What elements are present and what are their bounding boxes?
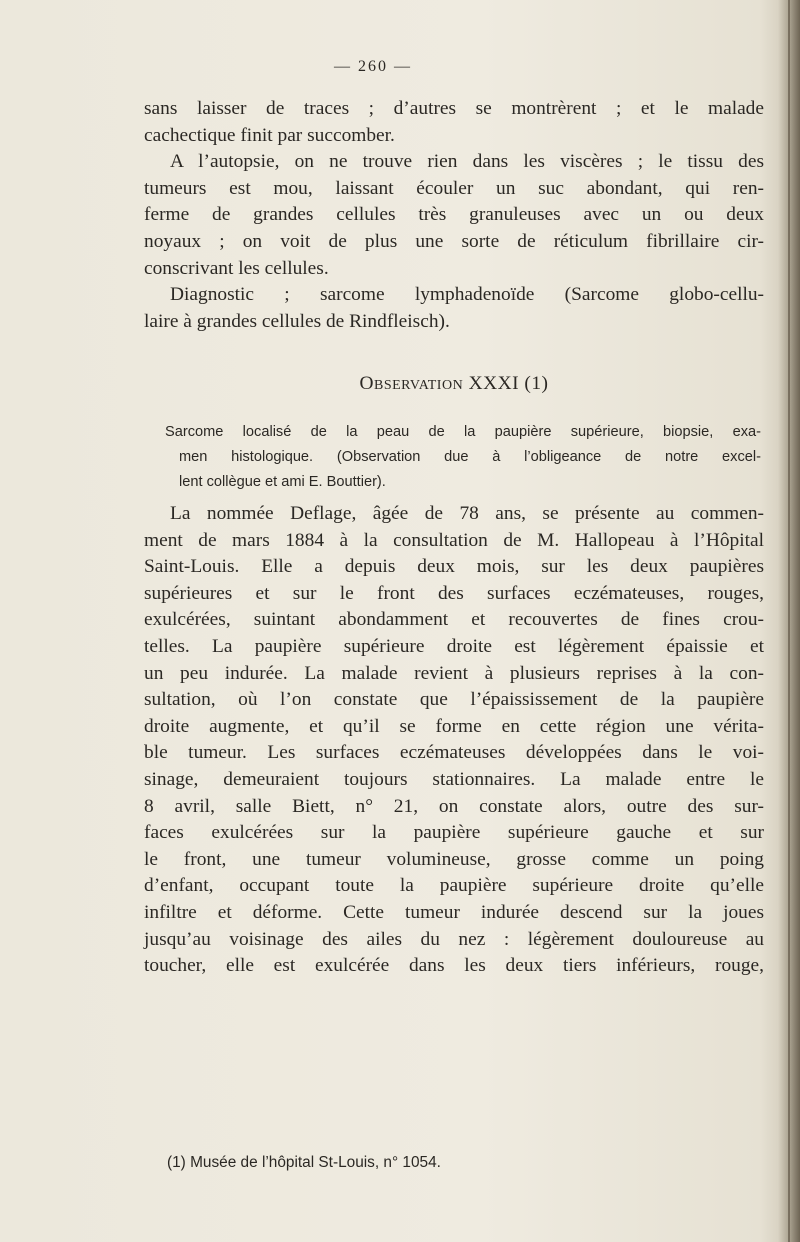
- text-line: telles. La paupière supérieure droite est légèrement épaissie et: [144, 635, 764, 657]
- text-line: conscrivant les cellules.: [144, 257, 329, 279]
- text-line: ment de mars 1884 à la consultation de M. Hallopeau à l’Hôpital: [144, 529, 764, 551]
- text-line: sans laisser de traces ; d’autres se montrèrent ; et le malade: [144, 98, 764, 119]
- observation-summary: [165, 420, 761, 495]
- summary-line: men histologique. (Observation due à l’obligeance de notre excel-: [179, 449, 761, 465]
- summary-line: lent collègue et ami E. Bouttier).: [179, 474, 386, 490]
- text-line: sultation, où l’on constate que l’épaississement de la paupière: [144, 689, 764, 711]
- text-line: laire à grandes cellules de Rindfleisch).: [144, 310, 450, 332]
- text-line: noyaux ; on voit de plus une sorte de réticulum fibrillaire cir-: [144, 230, 764, 252]
- text-line: Saint-Louis. Elle a depuis deux mois, sur les deux paupières: [144, 556, 764, 578]
- text-line: jusqu’au voisinage des ailes du nez : légèrement douloureuse au: [144, 928, 764, 950]
- text-line: supérieures et sur le front des surfaces eczémateuses, rouges,: [144, 582, 764, 604]
- text-line: tumeurs est mou, laissant écouler un suc abondant, qui ren-: [144, 177, 764, 199]
- text-line: faces exulcérées sur la paupière supérieure gauche et sur: [144, 822, 764, 844]
- paragraph-continuation: [144, 96, 764, 335]
- observation-label: Observation: [359, 373, 464, 394]
- text-line: exulcérées, suintant abondamment et recouvertes de fines crou-: [144, 609, 764, 631]
- text-line: A l’autopsie, on ne trouve rien dans les viscères ; le tissu des: [170, 151, 764, 173]
- text-line: La nommée Deflage, âgée de 78 ans, se présente au commen-: [170, 503, 764, 524]
- observation-heading: [144, 373, 764, 395]
- text-line: droite augmente, et qu’il se forme en cette région une vérita-: [144, 715, 764, 737]
- text-line: ferme de grandes cellules très granuleuses avec un ou deux: [144, 204, 764, 226]
- text-line: 8 avril, salle Biett, n° 21, on constate alors, outre des sur-: [144, 795, 764, 817]
- text-line: toucher, elle est exulcérée dans les deux tiers inférieurs, rouge,: [144, 955, 764, 977]
- observation-number: XXXI (1): [468, 373, 549, 394]
- footnote: (1) Musée de l’hôpital St-Louis, n° 1054.: [167, 1154, 441, 1171]
- observation-body: [144, 501, 764, 980]
- page-edge-line: [788, 0, 790, 1242]
- text-line: cachectique finit par succomber.: [144, 124, 395, 146]
- text-line: ble tumeur. Les surfaces eczémateuses développées dans le voi-: [144, 742, 764, 764]
- text-line: infiltre et déforme. Cette tumeur indurée descend sur la joues: [144, 901, 764, 923]
- text-line: sinage, demeuraient toujours stationnaires. La malade entre le: [144, 768, 764, 790]
- text-line: Diagnostic ; sarcome lymphadenoïde (Sarcome globo-cellu-: [170, 284, 764, 306]
- text-line: d’enfant, occupant toute la paupière supérieure droite qu’elle: [144, 875, 764, 897]
- text-line: le front, une tumeur volumineuse, grosse comme un poing: [144, 848, 764, 870]
- page-number: — 260 —: [334, 58, 412, 75]
- summary-line: Sarcome localisé de la peau de la paupière supérieure, biopsie, exa-: [165, 424, 761, 440]
- text-line: un peu indurée. La malade revient à plusieurs reprises à la con-: [144, 662, 764, 684]
